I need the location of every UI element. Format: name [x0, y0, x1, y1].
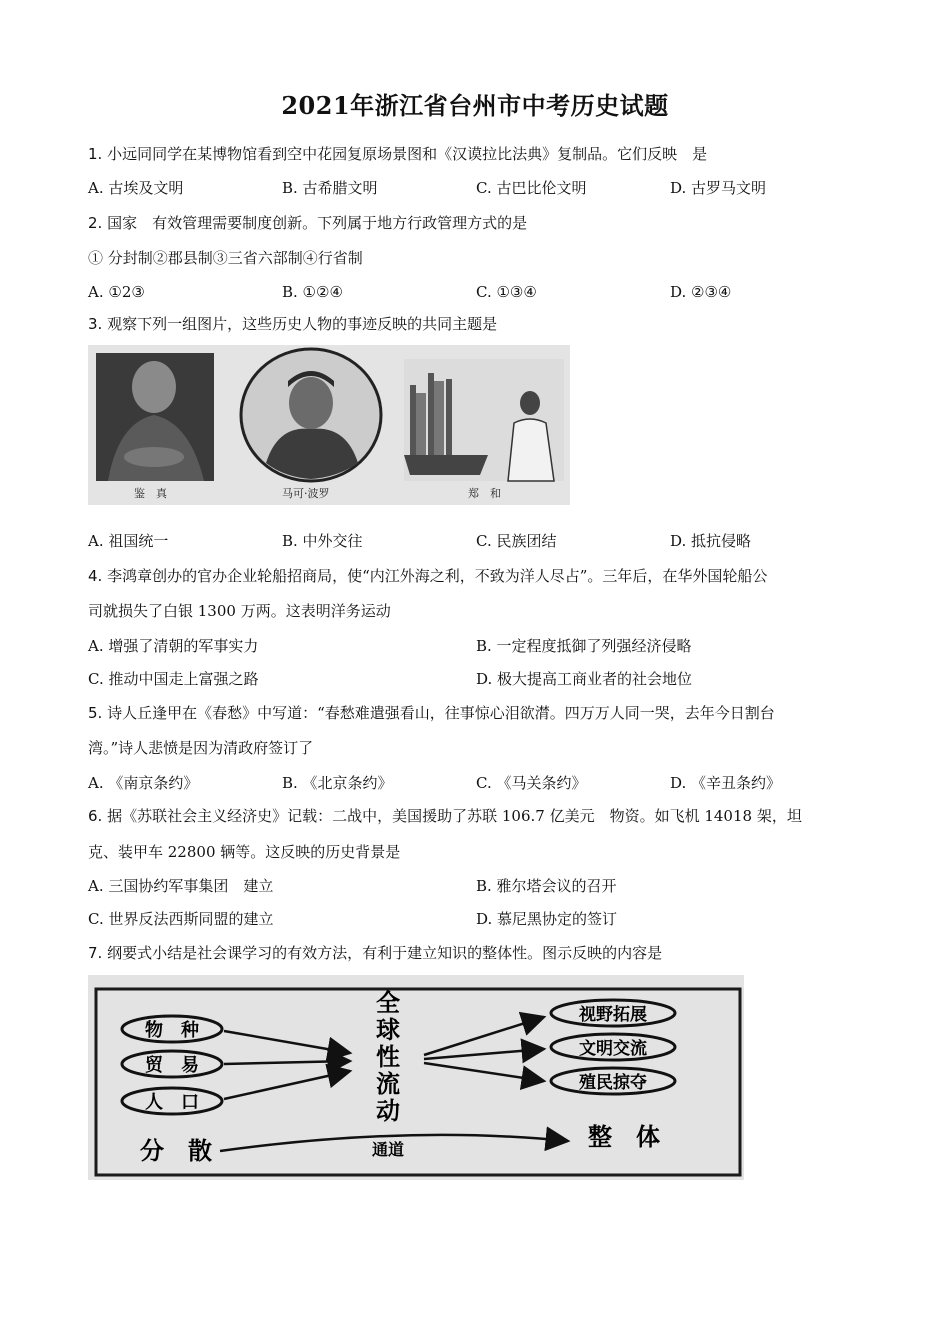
- question-5-stem: 5. 诗人丘逢甲在《春愁》中写道：“春愁难遣强看山，往事惊心泪欲潸。四万万人同一哭，去年今日割台: [88, 704, 775, 722]
- q1-option-d[interactable]: D. 古罗马文明: [670, 179, 767, 197]
- question-3-stem: 3. 观察下列一组图片，这些历史人物的事迹反映的共同主题是: [88, 315, 498, 333]
- marco-polo-figure: [241, 349, 381, 481]
- figure-label-zheng-he: 郑 和: [468, 487, 501, 500]
- q4-option-c[interactable]: C. 推动中国走上富强之路: [88, 670, 259, 688]
- jianzhen-figure: [96, 353, 214, 481]
- question-1-stem: 1. 小远同同学在某博物馆看到空中花园复原场景图和《汉谟拉比法典》复制品。它们反映 是: [88, 145, 708, 163]
- q5-option-b[interactable]: B. 《北京条约》: [282, 774, 393, 792]
- figure-label-marco-polo: 马可·波罗: [282, 487, 330, 500]
- label-whole: 整 体: [588, 1122, 660, 1151]
- center-global-flow: [376, 988, 400, 1125]
- q5-option-a[interactable]: A. 《南京条约》: [88, 774, 199, 792]
- svg-text:球: 球: [376, 1015, 400, 1044]
- summary-diagram: [88, 975, 744, 1180]
- question-2-stem: 2. 国家 有效管理需要制度创新。下列属于地方行政管理方式的是: [88, 214, 528, 232]
- svg-text:性: 性: [376, 1042, 400, 1071]
- q3-option-a[interactable]: A. 祖国统一: [88, 532, 169, 550]
- svg-text:贸 易: 贸 易: [145, 1055, 199, 1076]
- question-6-stem: 6. 据《苏联社会主义经济史》记载：二战中，美国援助了苏联 106.7 亿美元 物资。如飞机 14018 架，坦: [88, 807, 802, 825]
- q5-option-c[interactable]: C. 《马关条约》: [476, 774, 587, 792]
- q3-option-c[interactable]: C. 民族团结: [476, 532, 557, 550]
- svg-text:物 种: 物 种: [145, 1020, 199, 1041]
- question-2-items: ① 分封制②郡县制③三省六部制④行省制: [88, 249, 363, 267]
- q6-option-d[interactable]: D. 慕尼黑协定的签订: [476, 910, 618, 928]
- q6-option-a[interactable]: A. 三国协约军事集团 建立: [88, 877, 274, 895]
- q1-option-a[interactable]: A. 古埃及文明: [88, 179, 184, 197]
- q1-option-c[interactable]: C. 古巴比伦文明: [476, 179, 587, 197]
- q2-option-a[interactable]: A. ①2③: [88, 283, 145, 301]
- q5-option-d[interactable]: D. 《辛丑条约》: [670, 774, 782, 792]
- svg-text:文明交流: 文明交流: [579, 1039, 647, 1059]
- q2-option-b[interactable]: B. ①②④: [282, 283, 343, 301]
- historical-figures-image: [88, 345, 570, 505]
- question-6-stem-cont: 克、装甲车 22800 辆等。这反映的历史背景是: [88, 843, 401, 861]
- svg-text:视野拓展: 视野拓展: [579, 1005, 647, 1025]
- q2-option-c[interactable]: C. ①③④: [476, 283, 537, 301]
- page-title: 2021年浙江省台州市中考历史试题: [281, 91, 669, 120]
- zheng-he-figure: [404, 359, 564, 481]
- question-5-stem-cont: 湾。”诗人悲愤是因为清政府签订了: [88, 739, 314, 757]
- q6-option-b[interactable]: B. 雅尔塔会议的召开: [476, 877, 617, 895]
- label-channel: 通道: [372, 1140, 405, 1159]
- q2-option-d[interactable]: D. ②③④: [670, 283, 732, 301]
- question-4-stem: 4. 李鸿章创办的官办企业轮船招商局，使“内江外海之利，不致为洋人尽占”。三年后，在华外国轮船公: [88, 567, 768, 585]
- q4-option-d[interactable]: D. 极大提高工商业者的社会地位: [476, 670, 693, 688]
- question-4-stem-cont: 司就损失了白银 1300 万两。这表明洋务运动: [88, 602, 391, 620]
- svg-text:殖民掠夺: 殖民掠夺: [579, 1073, 647, 1093]
- q4-option-a[interactable]: A. 增强了清朝的军事实力: [88, 637, 259, 655]
- q3-option-d[interactable]: D. 抵抗侵略: [670, 532, 752, 550]
- svg-text:全: 全: [376, 988, 400, 1017]
- svg-text:人 口: 人 口: [145, 1092, 199, 1113]
- q4-option-b[interactable]: B. 一定程度抵御了列强经济侵略: [476, 637, 692, 655]
- question-7-stem: 7. 纲要式小结是社会课学习的有效方法，有利于建立知识的整体性。图示反映的内容是: [88, 944, 663, 962]
- label-dispersed: 分 散: [140, 1136, 212, 1165]
- q3-option-b[interactable]: B. 中外交往: [282, 532, 363, 550]
- q1-option-b[interactable]: B. 古希腊文明: [282, 179, 378, 197]
- figure-label-jianzhen: 鉴 真: [134, 487, 167, 500]
- svg-text:流: 流: [376, 1069, 400, 1098]
- q6-option-c[interactable]: C. 世界反法西斯同盟的建立: [88, 910, 274, 928]
- svg-text:动: 动: [376, 1096, 400, 1125]
